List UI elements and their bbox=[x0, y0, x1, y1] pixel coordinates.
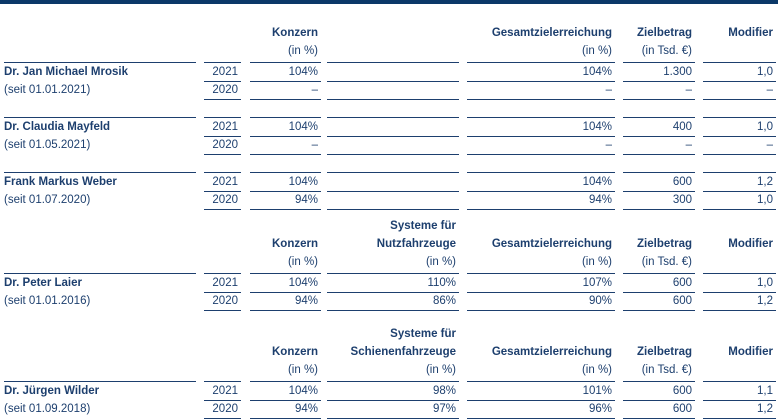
konzern-cell: – bbox=[311, 139, 318, 151]
year-cell: 2020 bbox=[212, 139, 238, 151]
konzern-cell: 104% bbox=[288, 176, 318, 188]
gesamt-cell: 96% bbox=[588, 403, 612, 415]
member-2-0-top-name-rule bbox=[4, 381, 196, 382]
member-0-1-top-ziel-rule bbox=[623, 117, 695, 118]
modifier-mid-rule bbox=[703, 191, 776, 192]
modifier-cell: 1,2 bbox=[757, 176, 773, 188]
member-1-0-top-year-rule bbox=[204, 273, 241, 274]
konzern-cell: 104% bbox=[288, 66, 318, 78]
year-cell: 2021 bbox=[212, 121, 238, 133]
modifier-cell: 1,0 bbox=[757, 277, 773, 289]
segment-mid-rule bbox=[327, 400, 459, 401]
member-0-2-top-gesamt-rule bbox=[467, 172, 615, 173]
modifier-bottom-rule bbox=[703, 310, 776, 311]
zielbetrag-cell: 600 bbox=[672, 295, 692, 307]
gesamt-cell: – bbox=[605, 139, 612, 151]
segment-cell: 86% bbox=[432, 295, 456, 307]
modifier-mid-rule bbox=[703, 400, 776, 401]
gesamt-unit: (in %) bbox=[581, 364, 612, 376]
modifier-mid-rule bbox=[703, 136, 776, 137]
member-0-0-top-konzern-rule bbox=[250, 62, 321, 63]
konzern-header: Konzern bbox=[272, 346, 318, 358]
zielbetrag-unit: (in Tsd. €) bbox=[641, 256, 692, 268]
member-0-1-top-segment-rule bbox=[327, 117, 459, 118]
member-0-2-top-name-rule bbox=[4, 172, 196, 173]
year-cell: 2021 bbox=[212, 385, 238, 397]
member-name: Frank Markus Weber bbox=[4, 176, 117, 188]
member-1-0-top-gesamt-rule bbox=[467, 273, 615, 274]
gesamt-cell: 104% bbox=[582, 121, 612, 133]
segment-cell: 98% bbox=[432, 385, 456, 397]
modifier-bottom-rule bbox=[703, 154, 776, 155]
member-0-1-top-name-rule bbox=[4, 117, 196, 118]
gesamt-mid-rule bbox=[467, 400, 615, 401]
member-0-0-top-name-rule bbox=[4, 62, 196, 63]
segment-mid-rule bbox=[327, 136, 459, 137]
konzern-mid-rule bbox=[250, 81, 321, 82]
segment-bottom-rule bbox=[327, 99, 459, 100]
member-0-2-top-konzern-rule bbox=[250, 172, 321, 173]
gesamt-cell: 107% bbox=[582, 277, 612, 289]
member-0-1-top-modifier-rule bbox=[703, 117, 776, 118]
ziel-mid-rule bbox=[623, 136, 695, 137]
gesamt-mid-rule bbox=[467, 191, 615, 192]
member-0-2-top-segment-rule bbox=[327, 172, 459, 173]
member-2-0-top-ziel-rule bbox=[623, 381, 695, 382]
gesamt-cell: – bbox=[605, 84, 612, 96]
segment-header-line2: Schienenfahrzeuge bbox=[350, 346, 456, 358]
konzern-bottom-rule bbox=[250, 154, 321, 155]
zielbetrag-header: Zielbetrag bbox=[637, 27, 692, 39]
konzern-unit: (in %) bbox=[287, 45, 318, 57]
year-cell: 2021 bbox=[212, 176, 238, 188]
konzern-cell: 104% bbox=[288, 121, 318, 133]
gesamt-mid-rule bbox=[467, 136, 615, 137]
zielbetrag-unit: (in Tsd. €) bbox=[641, 364, 692, 376]
segment-mid-rule bbox=[327, 292, 459, 293]
gesamt-mid-rule bbox=[467, 292, 615, 293]
gesamt-bottom-rule bbox=[467, 154, 615, 155]
konzern-mid-rule bbox=[250, 292, 321, 293]
konzern-header: Konzern bbox=[272, 238, 318, 250]
ziel-mid-rule bbox=[623, 292, 695, 293]
zielbetrag-unit: (in Tsd. €) bbox=[641, 45, 692, 57]
year-cell: 2021 bbox=[212, 277, 238, 289]
member-0-2-top-ziel-rule bbox=[623, 172, 695, 173]
konzern-bottom-rule bbox=[250, 99, 321, 100]
gesamt-cell: 94% bbox=[588, 194, 612, 206]
year-mid-rule bbox=[204, 400, 241, 401]
member-2-0-top-gesamt-rule bbox=[467, 381, 615, 382]
segment-bottom-rule bbox=[327, 310, 459, 311]
member-since: (seit 01.05.2021) bbox=[4, 139, 91, 151]
gesamt-header: Gesamtzielerreichung bbox=[491, 27, 612, 39]
year-cell: 2020 bbox=[212, 403, 238, 415]
konzern-cell: 94% bbox=[294, 194, 318, 206]
konzern-header: Konzern bbox=[272, 27, 318, 39]
gesamt-cell: 104% bbox=[582, 66, 612, 78]
gesamt-unit: (in %) bbox=[581, 256, 612, 268]
member-since: (seit 01.01.2016) bbox=[4, 295, 91, 307]
ziel-mid-rule bbox=[623, 81, 695, 82]
member-0-2-top-modifier-rule bbox=[703, 172, 776, 173]
member-name: Dr. Claudia Mayfeld bbox=[4, 121, 111, 133]
modifier-cell: 1,2 bbox=[757, 295, 773, 307]
ziel-bottom-rule bbox=[623, 310, 695, 311]
modifier-cell: 1,0 bbox=[757, 66, 773, 78]
ziel-mid-rule bbox=[623, 191, 695, 192]
year-cell: 2021 bbox=[212, 66, 238, 78]
member-0-1-top-konzern-rule bbox=[250, 117, 321, 118]
member-0-1-top-gesamt-rule bbox=[467, 117, 615, 118]
konzern-unit: (in %) bbox=[287, 364, 318, 376]
year-bottom-rule bbox=[204, 99, 241, 100]
gesamt-cell: 101% bbox=[582, 385, 612, 397]
konzern-cell: 104% bbox=[288, 385, 318, 397]
modifier-cell: – bbox=[766, 139, 773, 151]
modifier-cell: – bbox=[766, 84, 773, 96]
segment-unit: (in %) bbox=[425, 256, 456, 268]
year-cell: 2020 bbox=[212, 194, 238, 206]
member-1-0-top-segment-rule bbox=[327, 273, 459, 274]
member-0-0-top-gesamt-rule bbox=[467, 62, 615, 63]
member-0-2-top-year-rule bbox=[204, 172, 241, 173]
member-since: (seit 01.07.2020) bbox=[4, 194, 91, 206]
konzern-mid-rule bbox=[250, 136, 321, 137]
year-mid-rule bbox=[204, 136, 241, 137]
gesamt-header: Gesamtzielerreichung bbox=[491, 238, 612, 250]
member-0-0-top-ziel-rule bbox=[623, 62, 695, 63]
zielbetrag-cell: 1.300 bbox=[663, 66, 692, 78]
ziel-bottom-rule bbox=[623, 99, 695, 100]
ziel-bottom-rule bbox=[623, 209, 695, 210]
konzern-cell: 104% bbox=[288, 277, 318, 289]
konzern-cell: 94% bbox=[294, 403, 318, 415]
zielbetrag-cell: 300 bbox=[672, 194, 692, 206]
member-2-0-top-segment-rule bbox=[327, 381, 459, 382]
segment-bottom-rule bbox=[327, 209, 459, 210]
konzern-unit: (in %) bbox=[287, 256, 318, 268]
modifier-header: Modifier bbox=[728, 238, 773, 250]
member-2-0-top-year-rule bbox=[204, 381, 241, 382]
konzern-mid-rule bbox=[250, 191, 321, 192]
year-mid-rule bbox=[204, 191, 241, 192]
konzern-bottom-rule bbox=[250, 209, 321, 210]
segment-header-line1: Systeme für bbox=[390, 328, 456, 340]
zielbetrag-cell: 400 bbox=[672, 121, 692, 133]
zielbetrag-cell: 600 bbox=[672, 176, 692, 188]
member-0-0-top-segment-rule bbox=[327, 62, 459, 63]
modifier-bottom-rule bbox=[703, 209, 776, 210]
segment-cell: 110% bbox=[427, 277, 456, 289]
member-0-0-top-modifier-rule bbox=[703, 62, 776, 63]
segment-cell: 97% bbox=[432, 403, 456, 415]
year-bottom-rule bbox=[204, 310, 241, 311]
gesamt-header: Gesamtzielerreichung bbox=[491, 346, 612, 358]
modifier-header: Modifier bbox=[728, 346, 773, 358]
modifier-bottom-rule bbox=[703, 99, 776, 100]
member-1-0-top-ziel-rule bbox=[623, 273, 695, 274]
zielbetrag-cell: 600 bbox=[672, 277, 692, 289]
year-cell: 2020 bbox=[212, 84, 238, 96]
zielbetrag-cell: 600 bbox=[672, 385, 692, 397]
modifier-mid-rule bbox=[703, 292, 776, 293]
gesamt-mid-rule bbox=[467, 81, 615, 82]
gesamt-cell: 104% bbox=[582, 176, 612, 188]
segment-mid-rule bbox=[327, 81, 459, 82]
year-bottom-rule bbox=[204, 154, 241, 155]
member-name: Dr. Peter Laier bbox=[4, 277, 82, 289]
member-since: (seit 01.01.2021) bbox=[4, 84, 91, 96]
zielbetrag-cell: – bbox=[685, 84, 692, 96]
konzern-cell: – bbox=[311, 84, 318, 96]
segment-header-line1: Systeme für bbox=[390, 220, 456, 232]
segment-unit: (in %) bbox=[425, 364, 456, 376]
member-1-0-top-name-rule bbox=[4, 273, 196, 274]
member-name: Dr. Jan Michael Mrosik bbox=[4, 66, 128, 78]
member-0-0-top-year-rule bbox=[204, 62, 241, 63]
gesamt-cell: 90% bbox=[588, 295, 612, 307]
gesamt-bottom-rule bbox=[467, 310, 615, 311]
modifier-cell: 1,0 bbox=[757, 194, 773, 206]
modifier-header: Modifier bbox=[728, 27, 773, 39]
member-0-1-top-year-rule bbox=[204, 117, 241, 118]
gesamt-bottom-rule bbox=[467, 99, 615, 100]
modifier-cell: 1,2 bbox=[757, 403, 773, 415]
year-mid-rule bbox=[204, 81, 241, 82]
segment-header-line2: Nutzfahrzeuge bbox=[376, 238, 456, 250]
konzern-bottom-rule bbox=[250, 310, 321, 311]
modifier-cell: 1,0 bbox=[757, 121, 773, 133]
member-1-0-top-konzern-rule bbox=[250, 273, 321, 274]
ziel-mid-rule bbox=[623, 400, 695, 401]
modifier-mid-rule bbox=[703, 81, 776, 82]
modifier-cell: 1,1 bbox=[757, 385, 773, 397]
ziel-bottom-rule bbox=[623, 154, 695, 155]
member-2-0-top-konzern-rule bbox=[250, 381, 321, 382]
zielbetrag-header: Zielbetrag bbox=[637, 238, 692, 250]
year-bottom-rule bbox=[204, 209, 241, 210]
gesamt-unit: (in %) bbox=[581, 45, 612, 57]
top-rule bbox=[0, 0, 778, 4]
member-2-0-top-modifier-rule bbox=[703, 381, 776, 382]
zielbetrag-header: Zielbetrag bbox=[637, 346, 692, 358]
zielbetrag-cell: 600 bbox=[672, 403, 692, 415]
zielbetrag-cell: – bbox=[685, 139, 692, 151]
year-mid-rule bbox=[204, 292, 241, 293]
member-1-0-top-modifier-rule bbox=[703, 273, 776, 274]
gesamt-bottom-rule bbox=[467, 209, 615, 210]
konzern-mid-rule bbox=[250, 400, 321, 401]
konzern-cell: 94% bbox=[294, 295, 318, 307]
segment-mid-rule bbox=[327, 191, 459, 192]
year-cell: 2020 bbox=[212, 295, 238, 307]
member-since: (seit 01.09.2018) bbox=[4, 403, 91, 415]
segment-bottom-rule bbox=[327, 154, 459, 155]
member-name: Dr. Jürgen Wilder bbox=[4, 385, 100, 397]
